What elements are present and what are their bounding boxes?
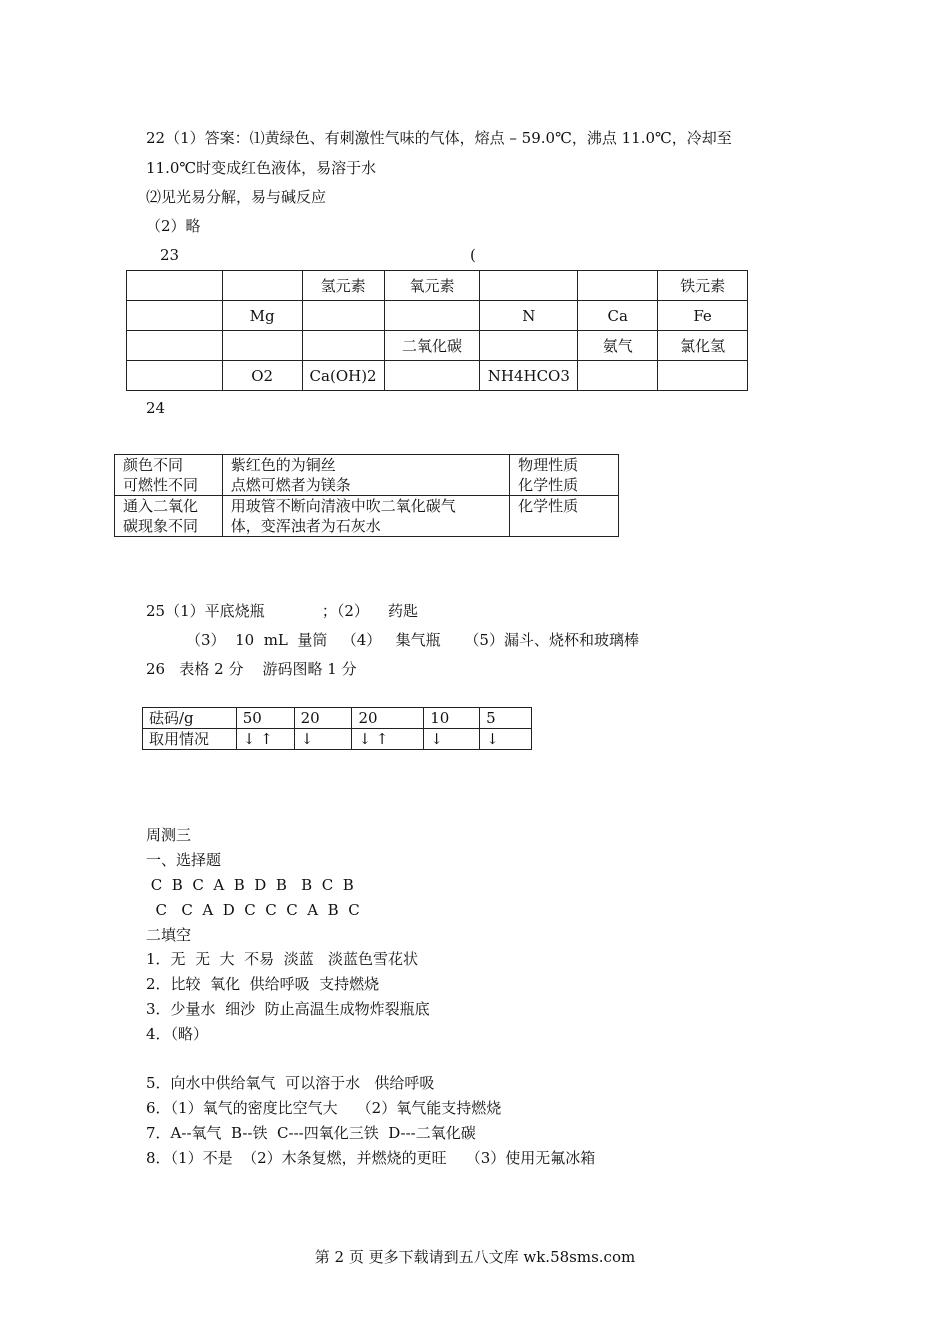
q22-line-2: 11.0℃时变成红色液体，易溶于水: [146, 159, 377, 177]
table-cell: 取用情况: [143, 729, 237, 750]
q26-table: [142, 707, 532, 750]
fill-item-8: 8．（1）不是 （2）木条复燃，并燃烧的更旺 （3）使用无氟冰箱: [146, 1149, 596, 1167]
table-cell: [222, 496, 509, 537]
table-row: [127, 361, 748, 391]
week3-title: 周测三: [146, 826, 192, 844]
choice-answers-2: C C A D C C C A B C: [146, 901, 360, 919]
table-cell: [127, 361, 223, 391]
table-row: [127, 301, 748, 331]
q24-r1-a2: 可燃性不同: [123, 476, 199, 494]
page-footer: 第 2 页 更多下载请到五八文库 wk.58sms.com: [314, 1248, 636, 1266]
table-cell: [480, 271, 578, 301]
table-cell: 20: [294, 708, 352, 729]
table-cell: [480, 331, 578, 361]
table-cell: [222, 331, 302, 361]
fill-item-4: 4．（略）: [146, 1025, 209, 1043]
choice-answers-1: C B C A B D B B C B: [146, 876, 354, 894]
fill-item-2: 2．比较 氧化 供给呼吸 支持燃烧: [146, 975, 380, 993]
table-cell: [222, 271, 302, 301]
table-cell: ↓ ↑: [236, 729, 294, 750]
table-row: [127, 271, 748, 301]
table-row: [127, 331, 748, 361]
table-cell: 10: [424, 708, 480, 729]
table-cell: 5: [480, 708, 532, 729]
fill-title: 二填空: [146, 926, 192, 944]
table-cell: ↓: [480, 729, 532, 750]
q24-r1-a1: 颜色不同: [123, 456, 184, 474]
q24-r2-a2: 碳现象不同: [123, 517, 199, 535]
table-cell: [115, 455, 223, 496]
table-cell: [384, 301, 480, 331]
q23-table: [126, 270, 748, 391]
q24-r2-c1: 化学性质: [518, 497, 579, 515]
q24-r1-c1: 物理性质: [518, 456, 579, 474]
q25-line-2: （3） 10 mL 量筒 （4） 集气瓶 （5）漏斗、烧杯和玻璃棒: [186, 631, 639, 649]
q22-line-1: 22（1）答案：⑴黄绿色、有刺激性气味的气体，熔点 – 59.0℃，沸点 11.0℃，冷却至: [146, 129, 732, 147]
q24-r1-c2: 化学性质: [518, 476, 579, 494]
fill-item-3: 3．少量水 细沙 防止高温生成物炸裂瓶底: [146, 1000, 430, 1018]
table-cell: 砝码/g: [143, 708, 237, 729]
table-cell: Ca(OH)2: [302, 361, 384, 391]
table-cell: 氯化氢: [658, 331, 748, 361]
q24-r1-b2: 点燃可燃者为镁条: [230, 476, 351, 494]
choice-title: 一、选择题: [146, 851, 222, 869]
table-cell: 氢元素: [302, 271, 384, 301]
fill-item-1: 1．无 无 大 不易 淡蓝 淡蓝色雪花状: [146, 950, 418, 968]
q24-label: 24: [146, 399, 166, 417]
q22-line-3: ⑵见光易分解，易与碱反应: [146, 188, 327, 206]
table-cell: ↓: [294, 729, 352, 750]
table-cell: [115, 496, 223, 537]
q24-table: [114, 454, 619, 537]
table-cell: [658, 361, 748, 391]
q24-r2-b2: 体，变浑浊者为石灰水: [230, 517, 381, 535]
table-cell: 铁元素: [658, 271, 748, 301]
table-cell: 20: [352, 708, 424, 729]
table-cell: 二氧化碳: [384, 331, 480, 361]
table-row: [115, 496, 619, 537]
table-cell: [127, 331, 223, 361]
table-cell: [578, 271, 658, 301]
table-cell: [302, 331, 384, 361]
table-cell: 50: [236, 708, 294, 729]
table-cell: O2: [222, 361, 302, 391]
fill-item-5: 5．向水中供给氧气 可以溶于水 供给呼吸: [146, 1074, 435, 1092]
table-row: [115, 455, 619, 496]
table-cell: Mg: [222, 301, 302, 331]
table-cell: [127, 301, 223, 331]
table-cell: [127, 271, 223, 301]
table-row: [143, 729, 532, 750]
fill-item-6: 6．（1）氧气的密度比空气大 （2）氧气能支持燃烧: [146, 1099, 502, 1117]
table-cell: [510, 455, 619, 496]
q24-r1-b1: 紫红色的为铜丝: [230, 456, 336, 474]
table-cell: Fe: [658, 301, 748, 331]
fill-item-7: 7．A--氧气 B--铁 C---四氧化三铁 D---二氧化碳: [146, 1124, 476, 1142]
table-cell: ↓: [424, 729, 480, 750]
table-cell: [578, 361, 658, 391]
table-row: [143, 708, 532, 729]
table-cell: [384, 361, 480, 391]
table-cell: Ca: [578, 301, 658, 331]
table-cell: 氨气: [578, 331, 658, 361]
table-cell: [510, 496, 619, 537]
table-cell: 氧元素: [384, 271, 480, 301]
q25-line-1: 25（1）平底烧瓶 ；（2） 药匙: [146, 602, 418, 620]
q24-r2-a1: 通入二氧化: [123, 497, 199, 515]
q23-paren: (: [470, 246, 476, 264]
table-cell: [222, 455, 509, 496]
table-cell: N: [480, 301, 578, 331]
q23-label: 23: [160, 246, 180, 264]
table-cell: ↓ ↑: [352, 729, 424, 750]
q26-line: 26 表格 2 分 游码图略 1 分: [146, 660, 357, 678]
table-cell: [302, 301, 384, 331]
table-cell: NH4HCO3: [480, 361, 578, 391]
q22-line-4: （2）略: [146, 217, 201, 235]
q24-r2-b1: 用玻管不断向清液中吹二氧化碳气: [230, 497, 456, 515]
